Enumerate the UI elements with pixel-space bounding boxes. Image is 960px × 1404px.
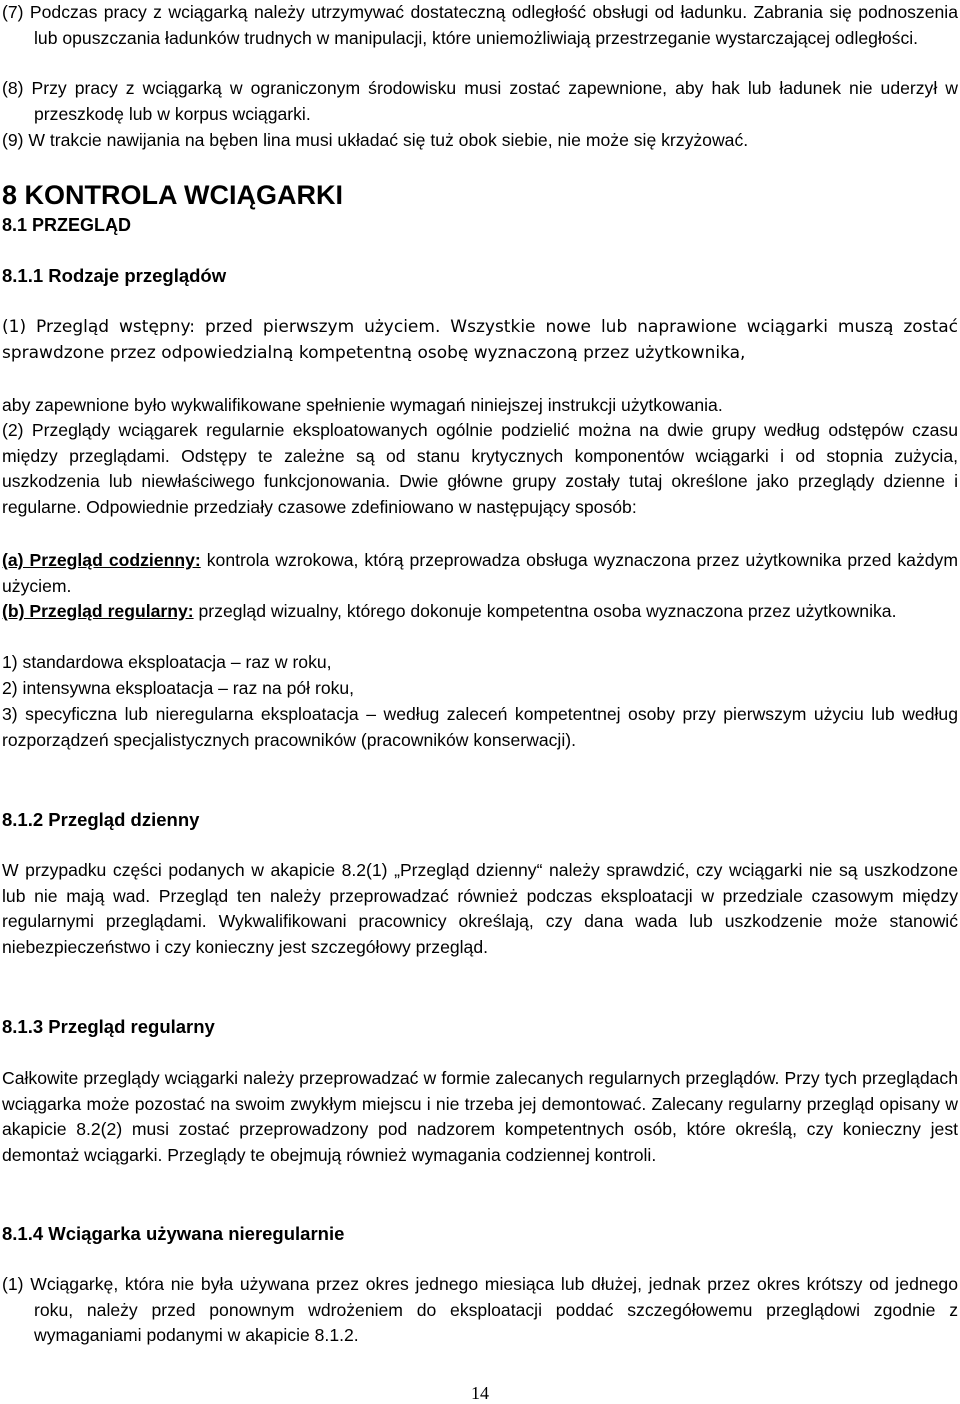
list-item-3: 3) specyficzna lub nieregularna eksploatacja – według zaleceń kompetentnej osoby przy pierwszym użyciu lub według rozporządzeń specjalistycznych pracowników (pracowników konserwacji). bbox=[2, 704, 958, 750]
text-przeglad-codzienny: kontrola wzrokowa, którą przeprowadza obsługa wyznaczona przez użytkownika przed każdym użyciem. bbox=[2, 550, 958, 596]
paragraph-przeglad-wstepny-cont: aby zapewnione było wykwalifikowane spełnienie wymagań niniejszej instrukcji użytkowania. bbox=[2, 395, 723, 415]
list-item-2: 2) intensywna eksploatacja – raz na pół roku, bbox=[2, 678, 355, 698]
paragraph-przeglady-grupy: (2) Przeglądy wciągarek regularnie eksploatowanych ogólnie podzielić można na dwie grupy według odstępów czasu między przeglądami. Odstępy te zależne są od stanu krytycznych komponentów wciągarki i od stopnia zużycia, uszkodzenia lub niewłaściwego funkcjonowania. Dwie główne grupy zostały tutaj określone jako przeglądy dzienne i regularne. Odpowiednie przedziały czasowe zdefiniowano w następujący sposób: bbox=[2, 420, 958, 517]
page-number: 14 bbox=[471, 1383, 489, 1403]
heading-8-1-3: 8.1.3 Przegląd regularny bbox=[2, 1016, 215, 1037]
label-przeglad-regularny: (b) Przegląd regularny: bbox=[2, 601, 194, 621]
paragraph-9: (9) W trakcie nawijania na bęben lina musi układać się tuż obok siebie, nie może się krzyżować. bbox=[2, 130, 749, 150]
paragraph-przeglad-wstepny: (1) Przegląd wstępny: przed pierwszym użyciem. Wszystkie nowe lub naprawione wciągarki muszą zostać sprawdzone przez odpowiedzialną kompetentną osobę wyznaczoną przez użytkownika, bbox=[2, 317, 958, 363]
heading-8-1-2: 8.1.2 Przegląd dzienny bbox=[2, 809, 200, 830]
paragraph-8: (8) Przy pracy z wciągarką w ograniczonym środowisku musi zostać zapewnione, aby hak lub ładunek nie uderzył w przeszkodę lub w korpus wciągarki. bbox=[2, 78, 958, 124]
paragraph-wciagarka-nieregularna: (1) Wciągarkę, która nie była używana przez okres jednego miesiąca lub dłużej, jednak przez okres krótszy od jednego roku, należy przed ponownym wdrożeniem do eksploatacji poddać szczegółowemu przeglądowi zgodnie z wymaganiami podanymi w akapicie 8.1.2. bbox=[2, 1274, 958, 1346]
paragraph-przeglad-regularny-opis: Całkowite przeglądy wciągarki należy przeprowadzać w formie zalecanych regularnych przeglądów. Przy tych przeglądach wciągarka może pozostać na swoim zwykłym miejscu i nie trzeba jej demontować. Zalecany regularny przegląd opisany w akapicie 8.2(2) musi zostać przeprowadzony pod nadzorem kompetentnych osób, które określą, czy konieczny jest demontaż wciągarki. Przeglądy te obejmują również wymagania codziennej kontroli. bbox=[2, 1068, 958, 1165]
paragraph-przeglad-regularny bbox=[2, 599, 958, 625]
list-item-1: 1) standardowa eksploatacja – raz w roku, bbox=[2, 652, 332, 672]
paragraph-przeglad-dzienny: W przypadku części podanych w akapicie 8.2(1) „Przegląd dzienny“ należy sprawdzić, czy wciągarki nie są uszkodzone lub nie mają wad. Przegląd ten należy przeprowadzać również podczas eksploatacji w przedziale czasowym między regularnymi przeglądami. Wykwalifikowani pracownicy określają, czy dana wada lub uszkodzenie może stanowić niebezpieczeństwo i czy konieczny jest szczegółowy przegląd. bbox=[2, 860, 958, 957]
heading-8-1-4: 8.1.4 Wciągarka używana nieregularnie bbox=[2, 1223, 345, 1244]
label-przeglad-codzienny: (a) Przegląd codzienny: bbox=[2, 550, 201, 570]
section-heading-8: 8 KONTROLA WCIĄGARKI bbox=[2, 180, 343, 210]
paragraph-przeglad-codzienny bbox=[2, 548, 958, 599]
subsection-heading-8-1: 8.1 PRZEGLĄD bbox=[2, 215, 132, 235]
heading-8-1-1: 8.1.1 Rodzaje przeglądów bbox=[2, 265, 227, 286]
text-przeglad-regularny: przegląd wizualny, którego dokonuje kompetentna osoba wyznaczona przez użytkownika. bbox=[193, 601, 897, 621]
paragraph-7: (7) Podczas pracy z wciągarką należy utrzymywać dostateczną odległość obsługi od ładunku. Zabrania się podnoszenia lub opuszczania ładunków trudnych w manipulacji, które uniemożliwiają przestrzeganie wystarczającej odległości. bbox=[2, 2, 958, 48]
